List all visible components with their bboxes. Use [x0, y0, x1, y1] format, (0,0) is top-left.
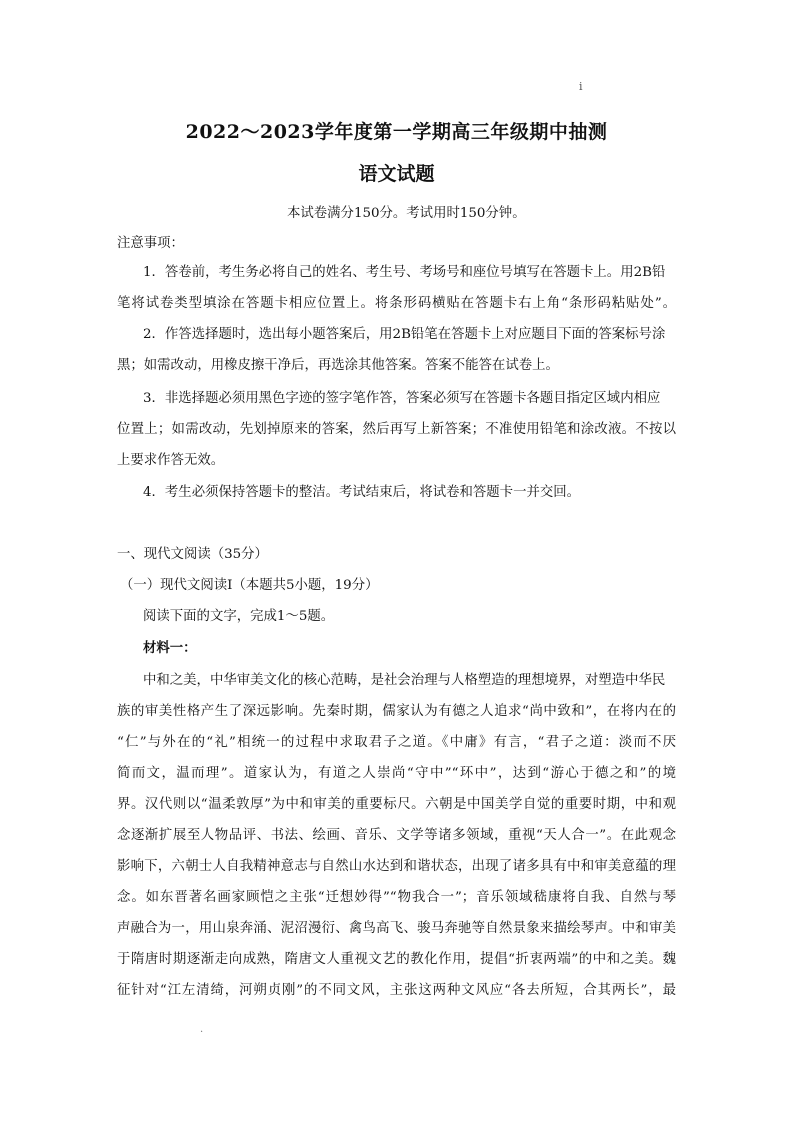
- note-line: 位置上；如需改动，先划掉原来的答案，然后再写上新答案；不准使用铅笔和涂改液。不按以: [117, 422, 676, 437]
- exam-subtitle: 语文试题: [358, 163, 435, 185]
- passage-line: 于隋唐时期逐渐走向成熟，隋唐文人重视文艺的教化作用，提倡“折衷两端”的中和之美。魏: [117, 952, 676, 967]
- footer-mark: .: [200, 1024, 204, 1035]
- passage-line: 影响下，六朝士人自我精神意志与自然山水达到和谐状态，出现了诸多具有中和审美意蕴的理: [117, 859, 676, 874]
- passage-line: 声融合为一，用山泉奔涌、泥沼漫衍、禽鸟高飞、骏马奔驰等自然景象来描绘琴声。中和审美: [117, 921, 676, 936]
- passage-line: “仁”与外在的“礼”相统一的过程中求取君子之道。《中庸》有言，“君子之道：淡而不厌: [117, 735, 676, 750]
- section-title: 一、现代文阅读（35分）: [117, 547, 268, 562]
- page-mark: i: [579, 80, 583, 93]
- sub-section-title: （一）现代文阅读Ⅰ（本题共5小题，19分）: [120, 578, 379, 593]
- passage-line: 念逐渐扩展至人物品评、书法、绘画、音乐、文学等诸多领域，重视“天人合一”。在此观念: [117, 828, 676, 843]
- note-line: 2．作答选择题时，选出每小题答案后，用2B铅笔在答题卡上对应题目下面的答案标号涂: [143, 327, 666, 342]
- exam-title: 2022～2023学年度第一学期高三年级期中抽测: [185, 121, 608, 143]
- notes-heading: 注意事项：: [117, 236, 184, 251]
- passage-line: 中和之美，中华审美文化的核心范畴，是社会治理与人格塑造的理想境界，对塑造中华民: [143, 673, 666, 688]
- passage-line: 族的审美性格产生了深远影响。先秦时期，儒家认为有德之人追求“尚中致和”，在将内在的: [117, 704, 676, 719]
- note-line: 笔将试卷类型填涂在答题卡相应位置上。将条形码横贴在答题卡右上角“条形码粘贴处”。: [117, 296, 676, 311]
- material-label: 材料一：: [143, 640, 197, 656]
- passage-line: 征针对“江左清绮，河朔贞刚”的不同文风，主张这两种文风应“各去所短，合其两长”，最: [117, 983, 676, 998]
- exam-info: 本试卷满分150分。考试用时150分钟。: [287, 206, 526, 221]
- passage-line: 念。如东晋著名画家顾恺之主张“迁想妙得”“物我合一”；音乐领域嵇康将自我、自然与琴: [117, 890, 676, 905]
- reading-instruction: 阅读下面的文字，完成1～5题。: [143, 609, 335, 624]
- passage-line: 界。汉代则以“温柔敦厚”为中和审美的重要标尺。六朝是中国美学自觉的重要时期，中和观: [117, 797, 676, 812]
- note-line: 黑；如需改动，用橡皮擦干净后，再选涂其他答案。答案不能答在试卷上。: [117, 358, 559, 373]
- note-line: 上要求作答无效。: [117, 453, 225, 468]
- note-line: 3．非选择题必须用黑色字迹的签字笔作答，答案必须写在答题卡各题目指定区域内相应: [143, 391, 661, 406]
- note-line: 4．考生必须保持答题卡的整洁。考试结束后，将试卷和答题卡一并交回。: [143, 485, 581, 500]
- passage-line: 简而文，温而理”。道家认为，有道之人崇尚“守中”“环中”，达到“游心于德之和”的境: [117, 766, 676, 781]
- note-line: 1．答卷前，考生务必将自己的姓名、考生号、考场号和座位号填写在答题卡上。用2B铅: [143, 265, 666, 280]
